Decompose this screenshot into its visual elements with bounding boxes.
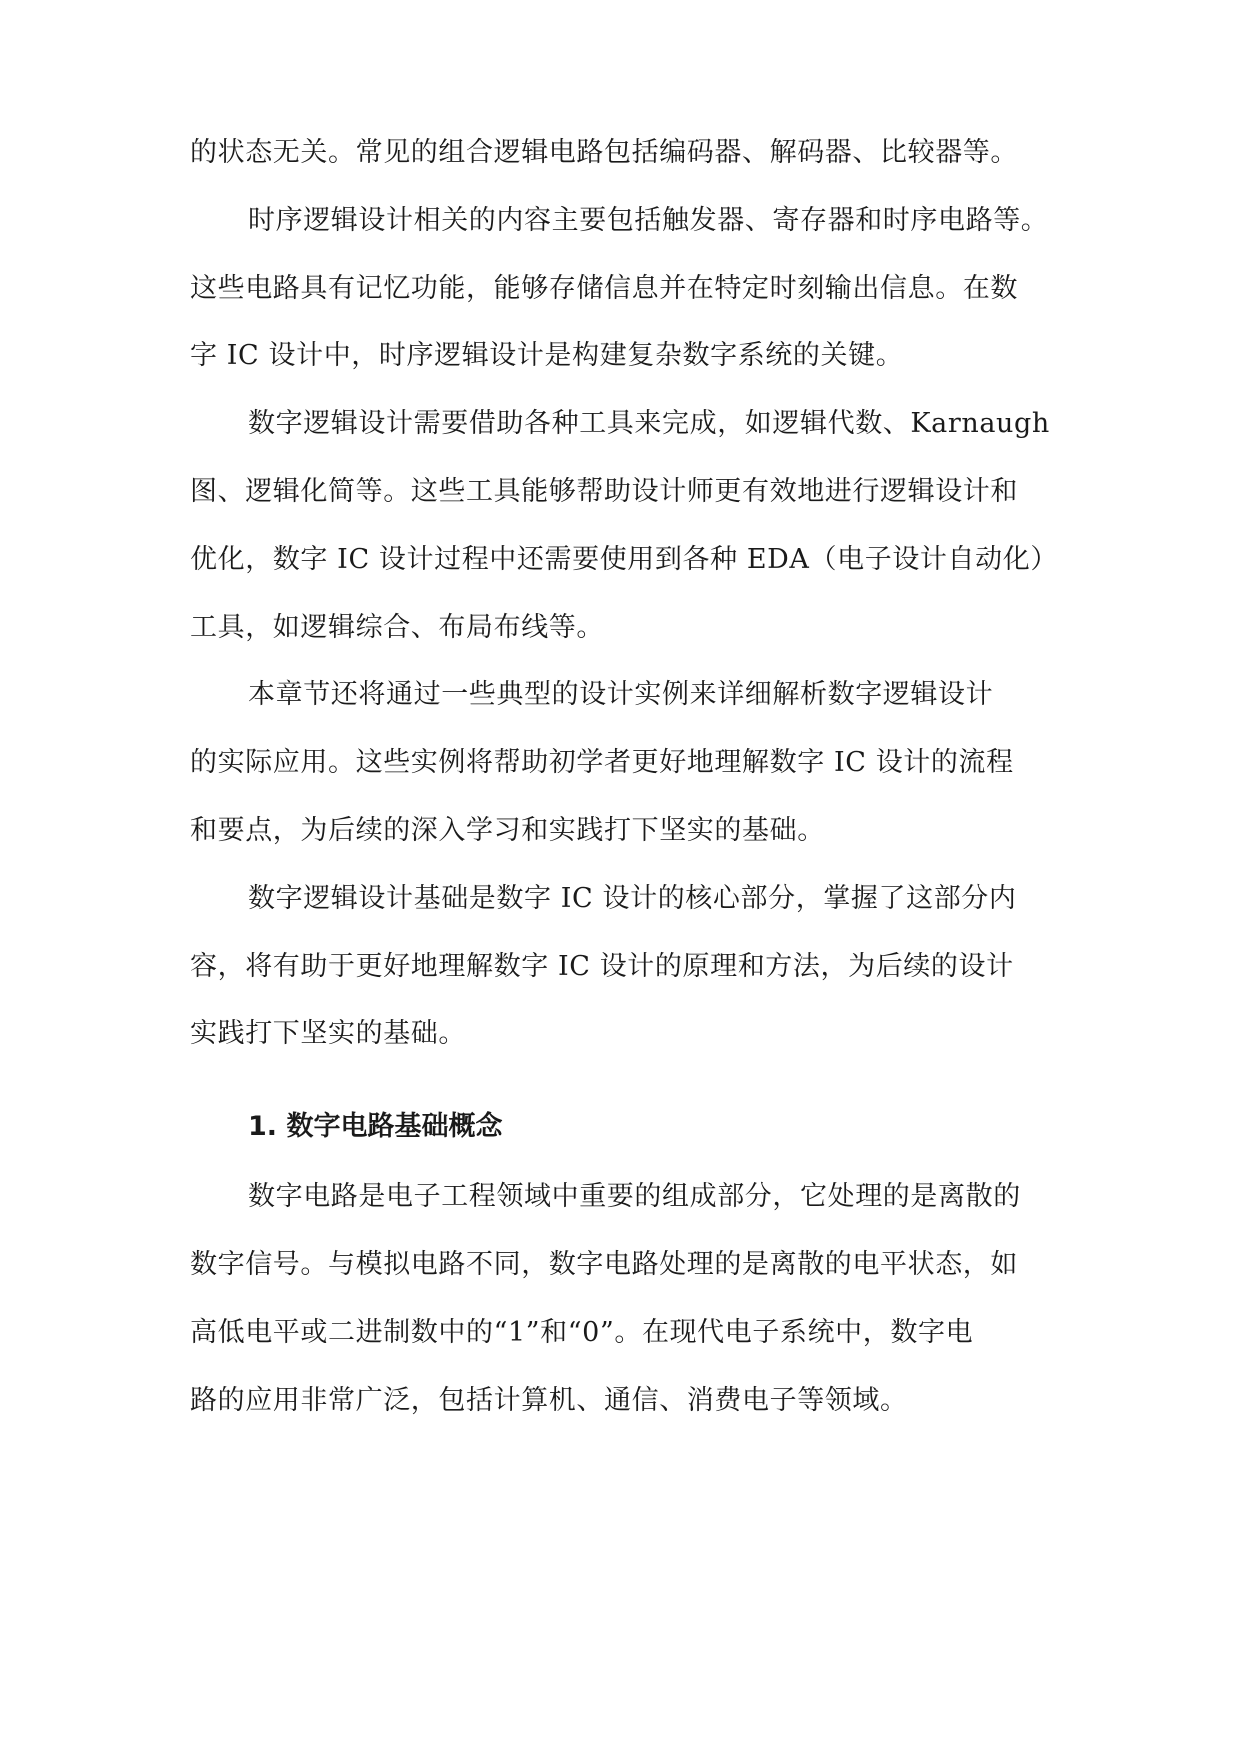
text-line: 高低电平或二进制数中的“1”和“0”。在现代电子系统中，数字电 — [190, 1317, 974, 1348]
text-line: 工具，如逻辑综合、布局布线等。 — [190, 612, 604, 643]
text-line: 图、逻辑化简等。这些工具能够帮助设计师更有效地进行逻辑设计和 — [190, 476, 1018, 507]
text-line: 这些电路具有记忆功能，能够存储信息并在特定时刻输出信息。在数 — [190, 273, 1018, 304]
text-line: 容，将有助于更好地理解数字 IC 设计的原理和方法，为后续的设计 — [190, 951, 1014, 982]
paragraph-first-line: 数字逻辑设计基础是数字 IC 设计的核心部分，掌握了这部分内 — [248, 883, 1017, 914]
text-line: 和要点，为后续的深入学习和实践打下坚实的基础。 — [190, 815, 825, 846]
text-line: 的状态无关。常见的组合逻辑电路包括编码器、解码器、比较器等。 — [190, 137, 1018, 168]
text-line: 优化，数字 IC 设计过程中还需要使用到各种 EDA（电子设计自动化） — [190, 544, 1058, 575]
text-line: 实践打下坚实的基础。 — [190, 1018, 466, 1049]
text-line: 字 IC 设计中，时序逻辑设计是构建复杂数字系统的关键。 — [190, 340, 904, 371]
text-line: 路的应用非常广泛，包括计算机、通信、消费电子等领域。 — [190, 1385, 908, 1416]
paragraph-first-line: 数字逻辑设计需要借助各种工具来完成，如逻辑代数、Karnaugh — [248, 408, 1050, 439]
text-line: 的实际应用。这些实例将帮助初学者更好地理解数字 IC 设计的流程 — [190, 747, 1014, 778]
paragraph-first-line: 时序逻辑设计相关的内容主要包括触发器、寄存器和时序电路等。 — [248, 205, 1049, 236]
text-line: 数字信号。与模拟电路不同，数字电路处理的是离散的电平状态，如 — [190, 1249, 1018, 1280]
section-heading: 1. 数字电路基础概念 — [248, 1111, 503, 1142]
paragraph-first-line: 本章节还将通过一些典型的设计实例来详细解析数字逻辑设计 — [248, 679, 994, 710]
paragraph-first-line: 数字电路是电子工程领域中重要的组成部分，它处理的是离散的 — [248, 1181, 1021, 1212]
